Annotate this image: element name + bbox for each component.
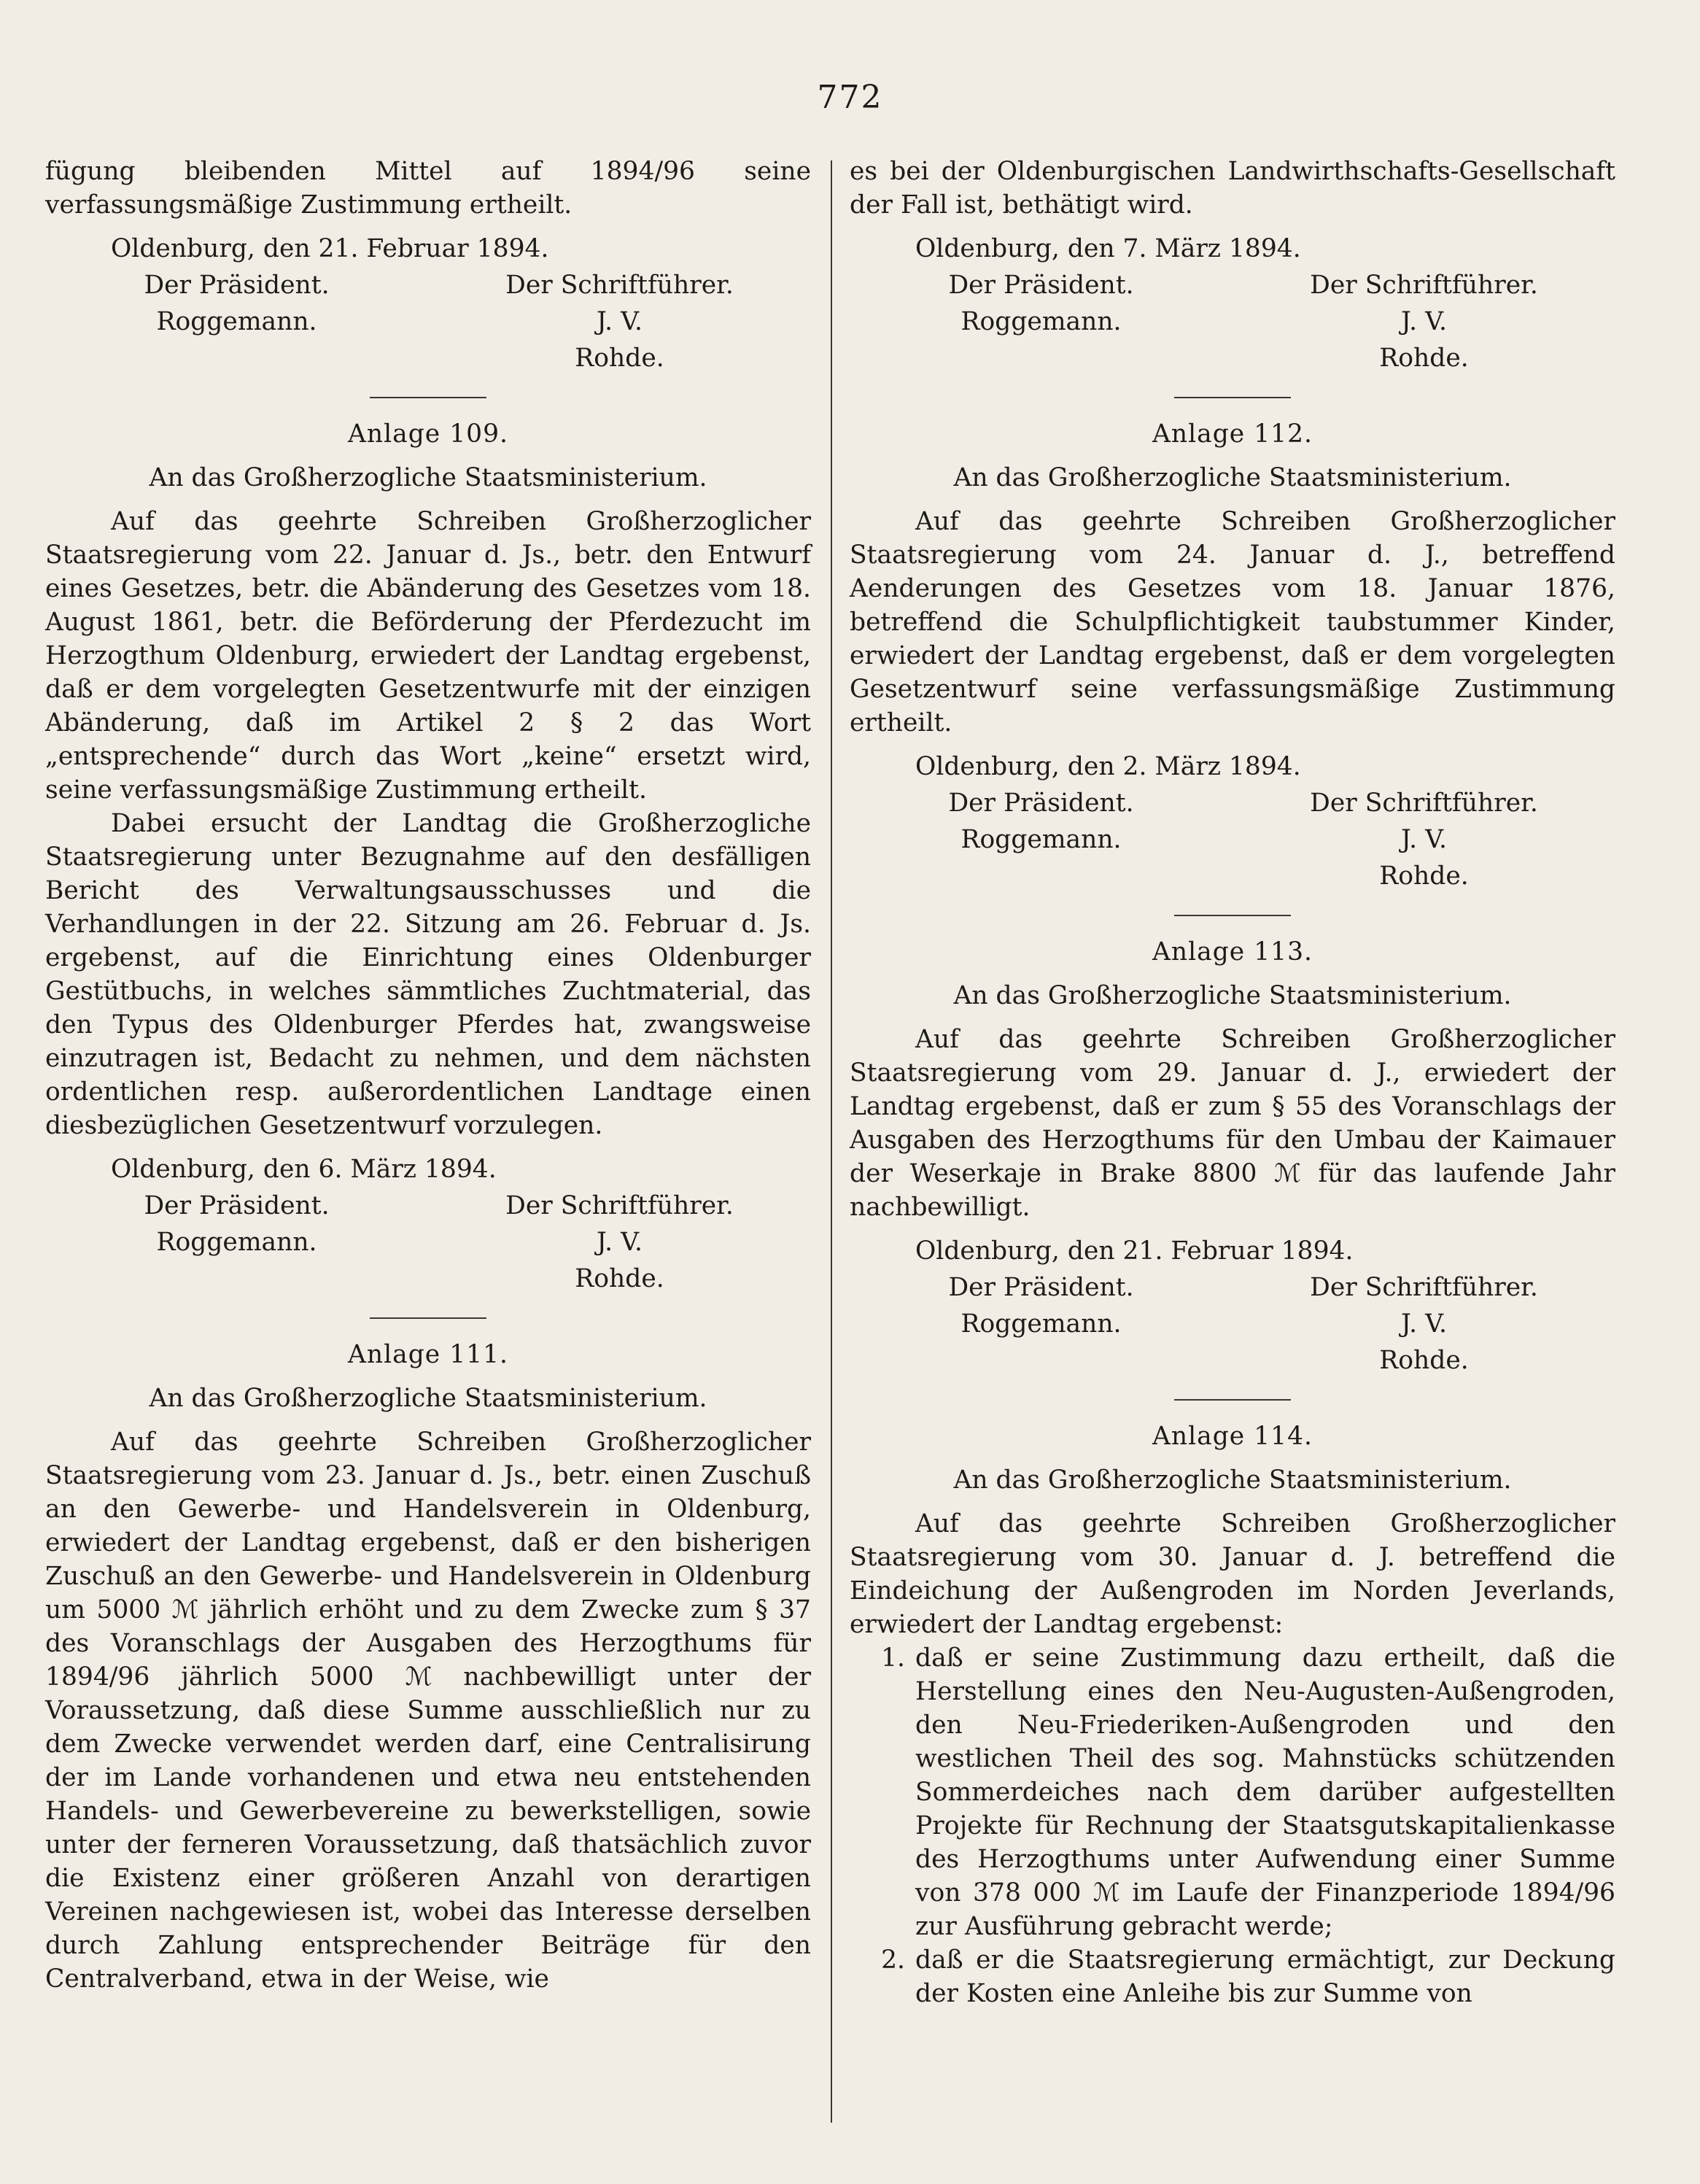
spacer — [850, 859, 1233, 893]
list-item-number: 1. — [881, 1643, 905, 1673]
president-name: Roggemann. — [960, 1309, 1122, 1339]
list-item — [850, 1943, 1615, 2010]
list-item-number: 2. — [881, 1945, 905, 1975]
section-rule — [370, 397, 486, 398]
secretary-pre: J. V. — [1401, 1309, 1447, 1339]
secretary-title: Der Schriftführer. — [1310, 789, 1538, 818]
president-name: Roggemann. — [156, 307, 317, 336]
right-intro: es bei der Oldenburgischen Landwirthschafts-Gesellschaft der Fall ist, bethätigt wird. — [850, 157, 1615, 220]
secretary-name: Rohde. — [1379, 1346, 1469, 1375]
anlage-109-signature-names — [45, 1225, 811, 1259]
spacer — [45, 1262, 428, 1296]
anlage-112-date: Oldenburg, den 2. März 1894. — [915, 752, 1301, 781]
list-item-text: daß er die Staatsregierung ermächtigt, zur Deckung der Kosten eine Anleihe bis zur Summe von — [915, 1945, 1615, 2008]
anlage-112-signature-titles — [850, 786, 1615, 820]
secretary-name: Rohde. — [1379, 861, 1469, 891]
anlage-113-date: Oldenburg, den 21. Februar 1894. — [915, 1236, 1354, 1266]
anlage-109-para1: Auf das geehrte Schreiben Großherzoglicher Staatsregierung vom 22. Januar d. Js., betr. den Entwurf eines Gesetzes, betr. die Abänderung des Gesetzes vom 18. August 1861, betr. die Beförderung der Pferdezucht im Herzogthum Oldenburg, erwiedert der Landtag ergebenst, daß er dem vorgelegten Gesetzentwurfe mit der einzigen Abänderung, daß im Artikel 2 § 2 das Wort „entsprechende“ durch das Wort „keine“ ersetzt wird, seine verfassungsmäßige Zustimmung ertheilt. — [45, 507, 811, 805]
right-block1-date: Oldenburg, den 7. März 1894. — [915, 234, 1301, 263]
secretary-title: Der Schriftführer. — [505, 271, 734, 300]
anlage-114-para1: Auf das geehrte Schreiben Großherzoglicher Staatsregierung vom 30. Januar d. J. betreffend die Eindeichung der Außengroden im Norden Jeverlands, erwiedert der Landtag ergebenst: — [850, 1509, 1615, 1639]
anlage-112-signature-names — [850, 823, 1615, 856]
left-block1-signature-names — [45, 305, 811, 338]
left-block1-signature-row3 — [45, 341, 811, 375]
left-block1-date: Oldenburg, den 21. Februar 1894. — [111, 234, 549, 263]
secretary-pre: J. V. — [597, 1228, 643, 1257]
anlage-109-addressee: An das Großherzogliche Staatsministerium. — [149, 463, 707, 492]
president-name: Roggemann. — [156, 1228, 317, 1257]
secretary-name: Rohde. — [1379, 344, 1469, 373]
president-title: Der Präsident. — [144, 271, 330, 300]
anlage-109-para2: Dabei ersucht der Landtag die Großherzogliche Staatsregierung unter Bezugnahme auf den desfälligen Bericht des Verwaltungsausschusses und die Verhandlungen in der 22. Sitzung am 26. Februar d. Js. ergebenst, auf die Einrichtung eines Oldenburger Gestütbuchs, in welches sämmtliches Zuchtmaterial, das den Typus des Oldenburger Pferdes hat, zwangsweise einzutragen ist, Bedacht zu nehmen, und dem nächsten ordentlichen resp. außerordentlichen Landtage einen diesbezüglichen Gesetzentwurf vorzulegen. — [45, 809, 811, 1140]
spacer — [45, 341, 428, 375]
anlage-114-title: Anlage 114. — [1152, 1422, 1313, 1451]
list-item — [850, 1641, 1615, 1943]
anlage-111-addressee: An das Großherzogliche Staatsministerium. — [149, 1384, 707, 1413]
anlage-112-addressee: An das Großherzogliche Staatsministerium. — [953, 463, 1512, 492]
anlage-114-addressee: An das Großherzogliche Staatsministerium. — [953, 1465, 1512, 1495]
anlage-112-title: Anlage 112. — [1152, 419, 1313, 449]
secretary-name: Rohde. — [575, 344, 664, 373]
list-item-text: daß er seine Zustimmung dazu ertheilt, daß die Herstellung eines den Neu-Augusten-Außengroden, den Neu-Friederiken-Außengroden und den westlichen Theil des sog. Mahnstücks schützenden Sommerdeiches nach dem darüber aufgestellten Projekte für Rechnung der Staatsgutskapitalienkasse des Herzogthums unter Aufwendung einer Summe von 378 000 ℳ im Laufe der Finanzperiode 1894/96 zur Ausführung gebracht werde; — [915, 1643, 1615, 1941]
anlage-111-para1: Auf das geehrte Schreiben Großherzoglicher Staatsregierung vom 23. Januar d. Js., betr. einen Zuschuß an den Gewerbe- und Handelsverein in Oldenburg, erwiedert der Landtag ergebenst, daß er den bisherigen Zuschuß an den Gewerbe- und Handelsverein in Oldenburg um 5000 ℳ jährlich erhöht und zu dem Zwecke zum § 37 des Voranschlags der Ausgaben des Herzogthums für 1894/96 jährlich 5000 ℳ nachbewilligt unter der Voraussetzung, daß diese Summe ausschließlich nur zu dem Zwecke verwendet werden darf, eine Centralisirung der im Lande vorhandenen und etwa neu entstehenden Handels- und Gewerbevereine zu bewerkstelligen, sowie unter der ferneren Voraussetzung, daß thatsächlich zuvor die Existenz einer größeren Anzahl von derartigen Vereinen nachgewiesen ist, wobei das Interesse derselben durch Zahlung entsprechender Beiträge für den Centralverband, etwa in der Weise, wie — [45, 1428, 811, 1994]
column-divider — [831, 160, 832, 2123]
page-number: 772 — [817, 79, 883, 116]
left-block1-signature-titles — [45, 268, 811, 302]
anlage-112-para1: Auf das geehrte Schreiben Großherzoglicher Staatsregierung vom 24. Januar d. J., betreffend Aenderungen des Gesetzes vom 18. Januar 1876, betreffend die Schulpflichtigkeit taubstummer Kinder, erwiedert der Landtag ergebenst, daß er dem vorgelegten Gesetzentwurf seine verfassungsmäßige Zustimmung ertheilt. — [850, 507, 1615, 737]
anlage-111-title: Anlage 111. — [347, 1340, 509, 1369]
secretary-pre: J. V. — [1401, 307, 1447, 336]
secretary-pre: J. V. — [597, 307, 643, 336]
spacer — [850, 1344, 1233, 1377]
anlage-113-signature-row3 — [850, 1344, 1615, 1377]
spacer — [850, 341, 1233, 375]
secretary-title: Der Schriftführer. — [1310, 1273, 1538, 1302]
section-rule — [1174, 397, 1291, 398]
right-block1-signature-names — [850, 305, 1615, 338]
anlage-113-signature-titles — [850, 1271, 1615, 1304]
anlage-113-title: Anlage 113. — [1152, 937, 1313, 967]
president-title: Der Präsident. — [948, 1273, 1134, 1302]
president-title: Der Präsident. — [948, 789, 1134, 818]
anlage-113-para1: Auf das geehrte Schreiben Großherzoglicher Staatsregierung vom 29. Januar d. J., erwiedert der Landtag ergebenst, daß er zum § 55 des Voranschlags der Ausgaben des Herzogthums für den Umbau der Kaimauer der Weserkaje in Brake 8800 ℳ für das laufende Jahr nachbewilligt. — [850, 1025, 1615, 1222]
secretary-name: Rohde. — [575, 1264, 664, 1293]
left-column — [45, 155, 811, 1996]
anlage-109-signature-row3 — [45, 1262, 811, 1296]
president-title: Der Präsident. — [948, 271, 1134, 300]
president-title: Der Präsident. — [144, 1191, 330, 1220]
president-name: Roggemann. — [960, 825, 1122, 854]
right-block1-signature-row3 — [850, 341, 1615, 375]
anlage-113-addressee: An das Großherzogliche Staatsministerium. — [953, 981, 1512, 1010]
secretary-title: Der Schriftführer. — [1310, 271, 1538, 300]
president-name: Roggemann. — [960, 307, 1122, 336]
right-column — [850, 155, 1615, 2010]
secretary-title: Der Schriftführer. — [505, 1191, 734, 1220]
anlage-112-signature-row3 — [850, 859, 1615, 893]
section-rule — [1174, 915, 1291, 916]
anlage-109-signature-titles — [45, 1189, 811, 1223]
anlage-109-title: Anlage 109. — [347, 419, 509, 449]
left-intro: fügung bleibenden Mittel auf 1894/96 seine verfassungsmäßige Zustimmung ertheilt. — [45, 157, 811, 220]
section-rule — [1174, 1399, 1291, 1401]
anlage-113-signature-names — [850, 1307, 1615, 1341]
section-rule — [370, 1317, 486, 1319]
right-block1-signature-titles — [850, 268, 1615, 302]
secretary-pre: J. V. — [1401, 825, 1447, 854]
anlage-109-date: Oldenburg, den 6. März 1894. — [111, 1155, 497, 1184]
